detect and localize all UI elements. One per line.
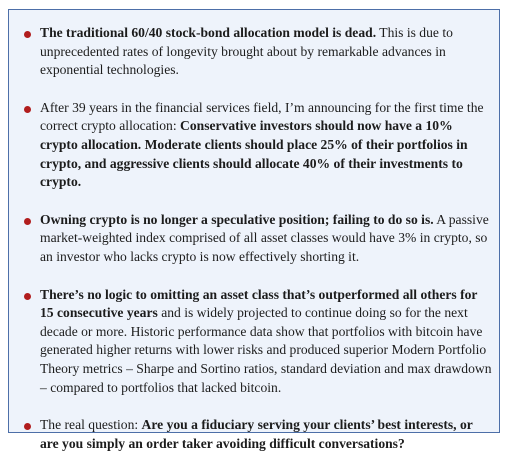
item-lead-text: After 39 years in the financial services field, I’m announcing for the first time the correct crypto allocation: bbox=[40, 99, 484, 134]
list-item bbox=[23, 211, 493, 267]
list-item bbox=[23, 99, 493, 192]
bullet-dot-icon bbox=[24, 31, 31, 38]
bullet-dot-icon bbox=[24, 293, 31, 300]
item-bold-text: The traditional 60/40 stock-bond allocation model is dead. bbox=[40, 25, 377, 40]
bullet-list bbox=[23, 24, 493, 472]
callout-box bbox=[8, 9, 500, 451]
list-item bbox=[23, 416, 493, 453]
bullet-dot-icon bbox=[24, 423, 31, 430]
list-item bbox=[23, 24, 493, 80]
item-text: A passive market-weighted index comprised of all asset classes would have 3% in crypto, so an investor who lacks crypto is now effectively shorting it. bbox=[40, 211, 489, 264]
item-bold-text: Conservative investors should now have a 10% crypto allocation. Moderate clients should place 25% of their portfolios in crypto, and aggressive clients should allocate 40% of their investments to crypto. bbox=[40, 118, 468, 190]
bullet-dot-icon bbox=[24, 106, 31, 113]
item-bold-text: Are you a fiduciary serving your clients’ best interests, or are you simply an order taker avoiding difficult conversations? bbox=[40, 417, 473, 451]
item-bold-text: Owning crypto is no longer a speculative position; failing to do so is. bbox=[40, 211, 434, 227]
list-item bbox=[23, 286, 493, 398]
item-text: This is due to unprecedented rates of longevity brought about by remarkable advances in exponential technologies. bbox=[40, 25, 453, 78]
bullet-dot-icon bbox=[24, 218, 31, 225]
item-bold-text: There’s no logic to omitting an asset class that’s outperformed all others for 15 consecutive years bbox=[40, 286, 478, 321]
item-lead-text: The real question: bbox=[40, 417, 142, 433]
item-text: and is widely projected to continue doing so for the next decade or more. Historic performance data show that portfolios with bitcoin have generated higher returns with lower risks and produced superior Modern Portfolio Theory metrics – Sharpe and Sortino ratios, standard deviation and max drawdown – compared to portfolios that lacked bitcoin. bbox=[40, 305, 492, 395]
